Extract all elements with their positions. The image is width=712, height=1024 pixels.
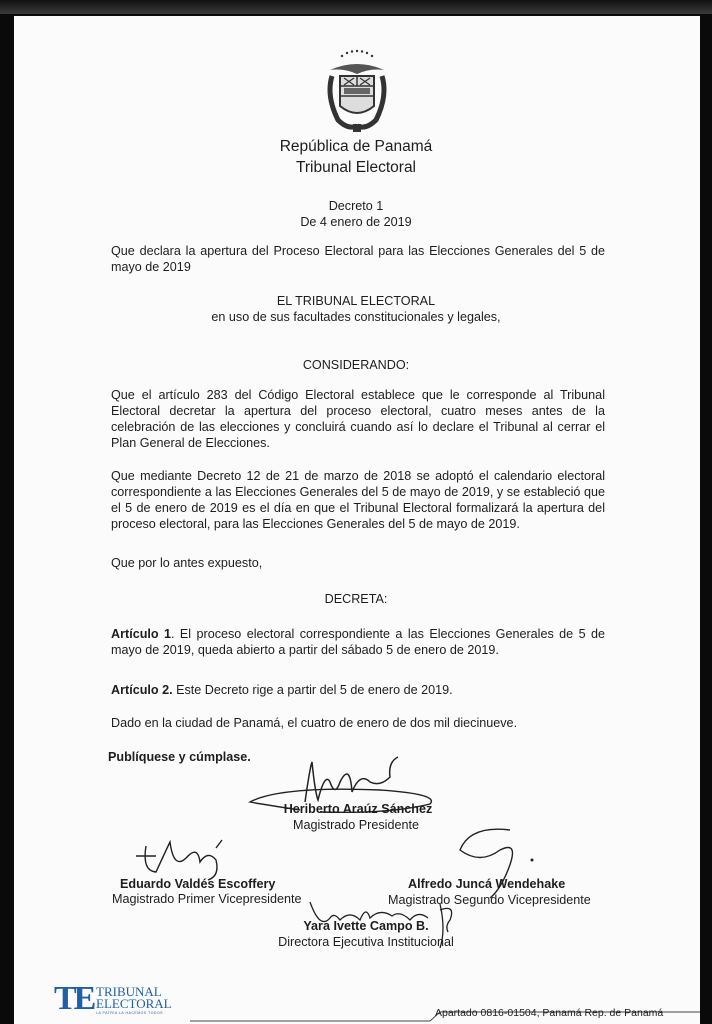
country-heading: República de Panamá xyxy=(279,138,433,155)
considerando-paragraph: Que mediante Decreto 12 de 21 de marzo de 2018 se adoptó el calendario electoral correspondiente a las Elecciones Generales del 5 de mayo de 2019, y se estableció que el 5 de enero de 2019 es el día en que el Tribunal Electoral formalizará la apertura del proceso electoral, para las Elecciones Generales del 5 de mayo de 2019. xyxy=(111,469,605,531)
given-statement: Dado en la ciudad de Panamá, el cuatro de enero de dos mil diecinueve. xyxy=(111,716,518,730)
decree-date: De 4 enero de 2019 xyxy=(300,215,412,229)
footer-address: Apartado 0816-01504, Panamá Rep. de Panamá xyxy=(435,1007,664,1019)
signatory-title: Magistrado Segundo Vicepresidente xyxy=(388,893,591,907)
logo-tagline: LA PATRIA LA HACEMOS TODOS xyxy=(96,1011,164,1015)
signatory-name: Alfredo Juncá Wendehake xyxy=(408,877,566,891)
article-label: Artículo 2. xyxy=(111,683,173,697)
article-text: Este Decreto rige a partir del 5 de enero de 2019. xyxy=(172,683,453,697)
closing-formula: Publíquese y cúmplase. xyxy=(108,750,251,764)
considerando-paragraph: Que el artículo 283 del Código Electoral establece que le corresponde al Tribunal Electoral decretar la apertura del proceso electoral, cuatro meses antes de la celebración de las elecciones y concluirá cuando así lo declare el Tribunal al cerrar el Plan General de Elecciones. xyxy=(111,388,605,450)
article-text: . El proceso electoral correspondiente a las Elecciones Generales de 5 de mayo de 2019, queda abierto a partir del sábado 5 de enero de 2019. xyxy=(111,627,605,657)
logo-line2: ELECTORAL xyxy=(96,996,172,1011)
tribunal-electoral-logo xyxy=(54,980,194,1018)
top-bar xyxy=(0,0,712,14)
coat-of-arms-icon xyxy=(320,46,394,134)
logo-line1: TRIBUNAL xyxy=(96,984,162,999)
decree-number: Decreto 1 xyxy=(328,199,384,213)
signatory-name: Heriberto Araúz Sánchez xyxy=(283,802,433,816)
considerando-paragraph: Que por lo antes expuesto, xyxy=(111,556,263,570)
considerando-heading: CONSIDERANDO: xyxy=(302,358,410,372)
signatory-title: Directora Ejecutiva Institucional xyxy=(278,935,454,949)
article-label: Artículo 1 xyxy=(111,627,171,641)
decreta-heading: DECRETA: xyxy=(324,592,388,606)
authority-heading: EL TRIBUNAL ELECTORAL xyxy=(276,294,436,308)
article-1 xyxy=(111,626,605,658)
signatory-title: Magistrado Presidente xyxy=(292,818,419,832)
signatory-name: Eduardo Valdés Escoffery xyxy=(120,877,276,891)
signatory-title: Magistrado Primer Vicepresidente xyxy=(112,892,302,906)
logo-mark: TE xyxy=(54,980,94,1017)
article-2 xyxy=(111,682,605,698)
decree-summary: Que declara la apertura del Proceso Electoral para las Elecciones Generales del 5 de mayo de 2019 xyxy=(111,244,605,274)
signatory-name: Yara Ivette Campo B. xyxy=(303,919,429,933)
powers-line: en uso de sus facultades constitucionales y legales, xyxy=(211,310,501,324)
institution-heading: Tribunal Electoral xyxy=(295,159,417,176)
